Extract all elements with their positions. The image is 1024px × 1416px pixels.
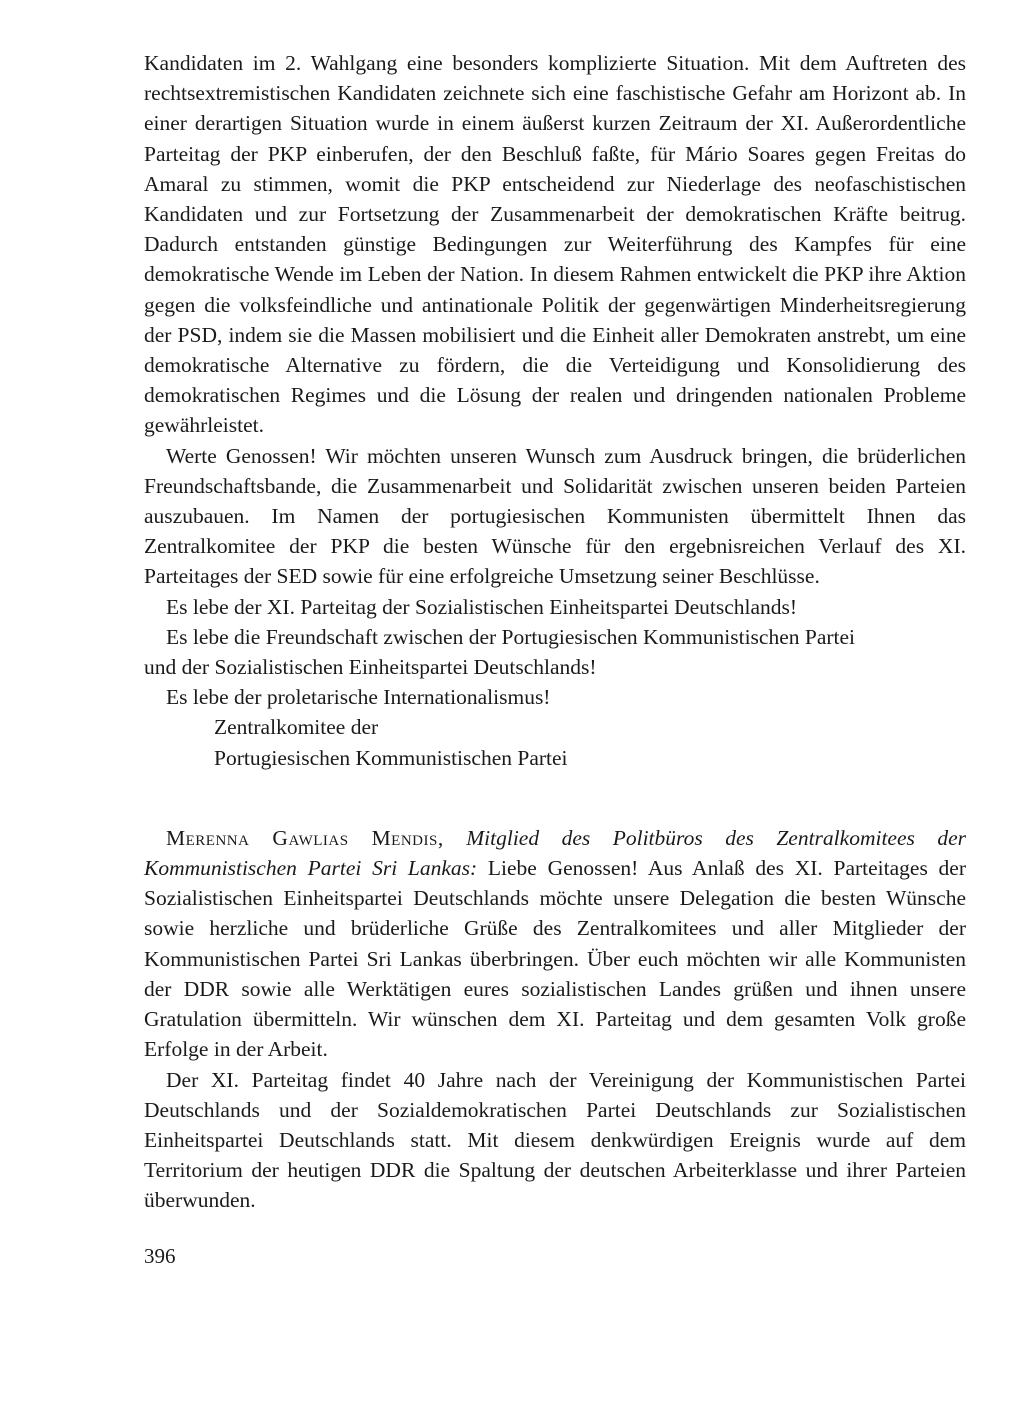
paragraph-bottom: Der XI. Parteitag findet 40 Jahre nach der Vereinigung der Kommunistischen Partei Deutschlands und der Sozialdemokratischen Partei Deutschlands zur Sozialistischen Einheitspartei Deutschlands statt. Mit diesem denkwürdigen Ereignis wurde auf dem Territorium der heutigen DDR die Spaltung der deutschen Arbeiterklasse und ihrer Parteien überwunden. [144, 1067, 966, 1213]
speaker-role: Mitglied des Politbüros des Zentralkomitees der Kommunistischen Partei Sri Lankas: [144, 825, 967, 881]
signature-line-1: Zentralkomitee der [214, 715, 379, 740]
paragraph-greeting: Werte Genossen! Wir möchten unseren Wunsch zum Ausdruck bringen, die brüderlichen Freundschaftsbande, die Zusammenarbeit und Solidarität zwischen unseren beiden Parteien auszubauen. Im Namen der portugiesischen Kommunisten übermittelt Ihnen das Zentralkomitee der PKP die besten Wünsche für den ergebnisreichen Verlauf des XI. Parteitages der SED sowie für eine erfolgreiche Umsetzung seiner Beschlüsse. [144, 443, 966, 589]
speaker-name: Merenna Gawlias Mendis, [166, 825, 444, 850]
page-number: 396 [144, 1244, 176, 1268]
section-gap [144, 773, 966, 823]
signature-line-2: Portugiesischen Kommunistischen Partei [214, 745, 568, 770]
speaker-paragraph [144, 823, 966, 1065]
closing-line-3: und der Sozialistischen Einheitspartei Deutschlands! [144, 655, 597, 680]
closing-line-1: Es lebe der XI. Parteitag der Sozialistischen Einheitspartei Deutschlands! [166, 594, 798, 619]
paragraph-continuation: Kandidaten im 2. Wahlgang eine besonders komplizierte Situation. Mit dem Auftreten des rechtsextremistischen Kandidaten zeichnete sich eine faschistische Gefahr am Horizont ab. In einer derartigen Situation wurde in einem äußerst kurzen Zeitraum der XI. Außerordentliche Parteitag der PKP einberufen, der den Beschluß faßte, für Mário Soares gegen Freitas do Amaral zu stimmen, womit die PKP entscheidend zur Niederlage des neofaschistischen Kandidaten und zur Fortsetzung der Zusammenarbeit der demokratischen Kräfte beitrug. Dadurch entstanden günstige Bedingungen zur Weiterführung des Kampfes für eine demokratische Wende im Leben der Nation. In diesem Rahmen entwickelt die PKP ihre Aktion gegen die volksfeindliche und antinationale Politik der gegenwärtigen Minderheitsregierung der PSD, indem sie die Massen mobilisiert und die Einheit aller Demokraten anstrebt, um eine demokratische Alternative zu fördern, die die Verteidigung und Konsolidierung des demokratischen Regimes und die Lösung der realen und dringenden nationalen Probleme gewährleistet. [144, 51, 966, 438]
page-body [144, 48, 966, 1216]
closing-line-4: Es lebe der proletarische Internationalismus! [166, 685, 551, 710]
speaker-text: Liebe Genossen! Aus Anlaß des XI. Parteitages der Sozialistischen Einheitspartei Deutschlands möchte unsere Delegation die besten Wünsche sowie herzliche und brüderliche Grüße des Zentralkomitees und aller Mitglieder der Kommunistischen Partei Sri Lankas überbringen. Über euch möchten wir alle Kommunisten der DDR sowie alle Werktätigen eures sozialistischen Landes grüßen und ihnen unsere Gratulation übermitteln. Wir wünschen dem XI. Parteitag und dem gesamten Volk große Erfolge in der Arbeit. [144, 856, 966, 1062]
closing-line-2: Es lebe die Freundschaft zwischen der Portugiesischen Kommunistischen Partei [166, 624, 856, 649]
